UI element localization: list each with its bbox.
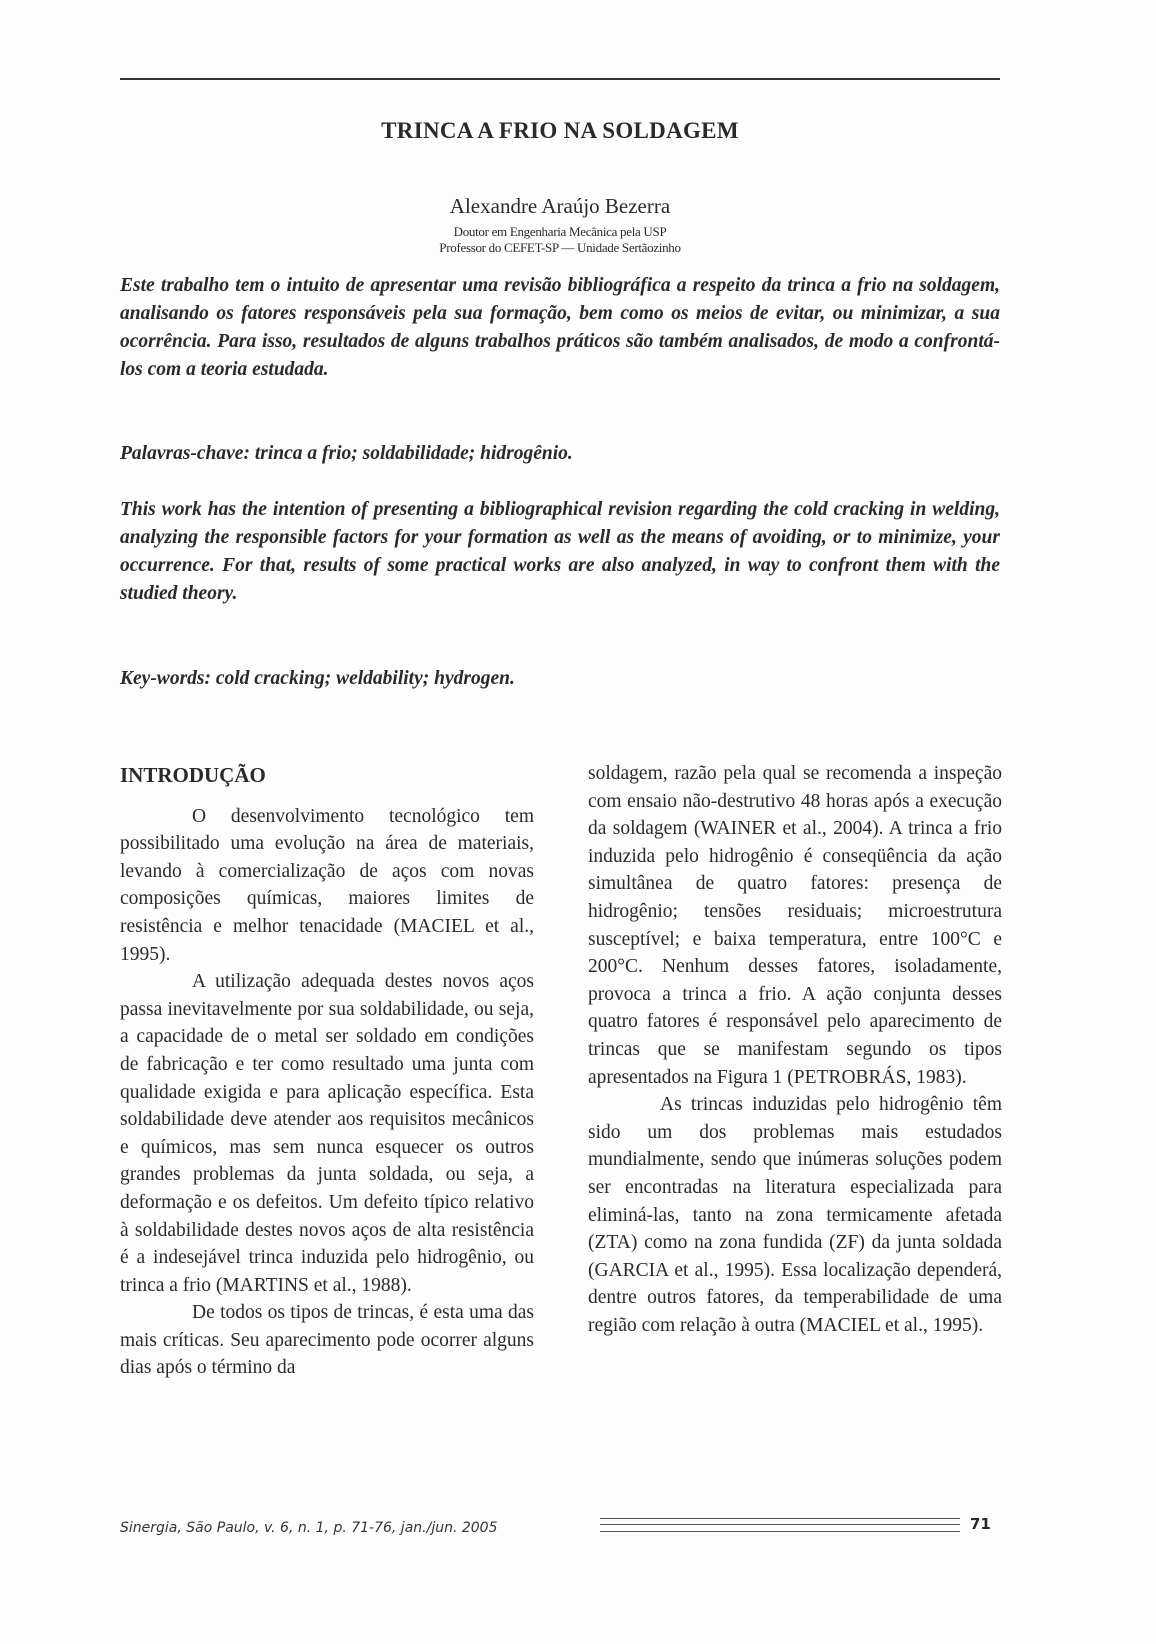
keywords-en: Key-words: cold cracking; weldability; hydrogen.	[120, 668, 515, 689]
footer-rule-middle	[600, 1524, 960, 1525]
author-affiliation-1: Doutor em Engenharia Mecânica pela USP	[453, 224, 667, 239]
right-column	[588, 760, 1002, 1339]
abstract-en: This work has the intention of presenting a bibliographical revision regarding the cold cracking in welding, analyzing the responsible factors for your formation as well as the means of avoiding, or to minimize, your occurrence. For that, results of some practical works are also analyzed, in way to confront them with the studied theory.	[120, 499, 1000, 604]
footer-rule	[600, 1518, 960, 1532]
paragraph: soldagem, razão pela qual se recomenda a inspeção com ensaio não-destrutivo 48 horas após a execução da soldagem (WAINER et al., 2004). A trinca a frio induzida pelo hidrogênio é conseqüência da ação simultânea de quatro fatores: presença de hidrogênio; tensões residuais; microestrutura susceptível; e baixa temperatura, entre 100°C e 200°C. Nenhum desses fatores, isoladamente, provoca a trinca a frio. A ação conjunta desses quatro fatores é responsável pelo aparecimento de trincas que se manifestam segundo os tipos apresentados na Figura 1 (PETROBRÁS, 1983).	[588, 763, 1002, 1088]
left-column	[120, 762, 534, 1382]
section-heading-introduction: INTRODUÇÃO	[120, 763, 266, 787]
top-rule	[120, 78, 1000, 80]
abstract-pt: Este trabalho tem o intuito de apresentar uma revisão bibliográfica a respeito da trinca a frio na soldagem, analisando os fatores responsáveis pela sua formação, bem como os meios de evitar, ou minimizar, a sua ocorrência. Para isso, resultados de alguns trabalhos práticos são também analisados, de modo a confrontá-los com a teoria estudada.	[120, 275, 1000, 380]
page-number: 71	[970, 1515, 991, 1533]
paragraph: De todos os tipos de trincas, é esta uma das mais críticas. Seu aparecimento pode ocorrer alguns dias após o término da	[120, 1302, 534, 1379]
paragraph: O desenvolvimento tecnológico tem possibilitado uma evolução na área de materiais, levando à comercialização de aços com novas composições químicas, maiores limites de resistência e melhor tenacidade (MACIEL et al., 1995).	[120, 805, 534, 965]
paragraph: As trincas induzidas pelo hidrogênio têm sido um dos problemas mais estudados mundialmente, sendo que inúmeras soluções podem ser encontradas na literatura especializada para eliminá-las, tanto na zona termicamente afetada (ZTA) como na zona fundida (ZF) da junta soldada (GARCIA et al., 1995). Essa localização dependerá, dentre outros fatores, da temperabilidade de uma região com relação à outra (MACIEL et al., 1995).	[588, 1094, 1002, 1336]
author-name: Alexandre Araújo Bezerra	[449, 194, 671, 218]
paper-title: TRINCA A FRIO NA SOLDAGEM	[381, 118, 739, 143]
footer-citation: Sinergia, São Paulo, v. 6, n. 1, p. 71-76, jan./jun. 2005	[120, 1520, 498, 1536]
author-affiliation-2: Professor do CEFET-SP — Unidade Sertãozinho	[439, 240, 681, 255]
keywords-pt: Palavras-chave: trinca a frio; soldabilidade; hidrogênio.	[120, 443, 573, 464]
paragraph: A utilização adequada destes novos aços passa inevitavelmente por sua soldabilidade, ou seja, a capacidade de o metal ser soldado em condições de fabricação e ter como resultado uma junta com qualidade exigida e para aplicação específica. Esta soldabilidade deve atender aos requisitos mecânicos e químicos, mas sem nunca esquecer os outros grandes problemas da junta soldada, ou seja, a deformação e os defeitos. Um defeito típico relativo à soldabilidade destes novos aços de alta resistência é a indesejável trinca induzida pelo hidrogênio, ou trinca a frio (MARTINS et al., 1988).	[120, 971, 534, 1296]
